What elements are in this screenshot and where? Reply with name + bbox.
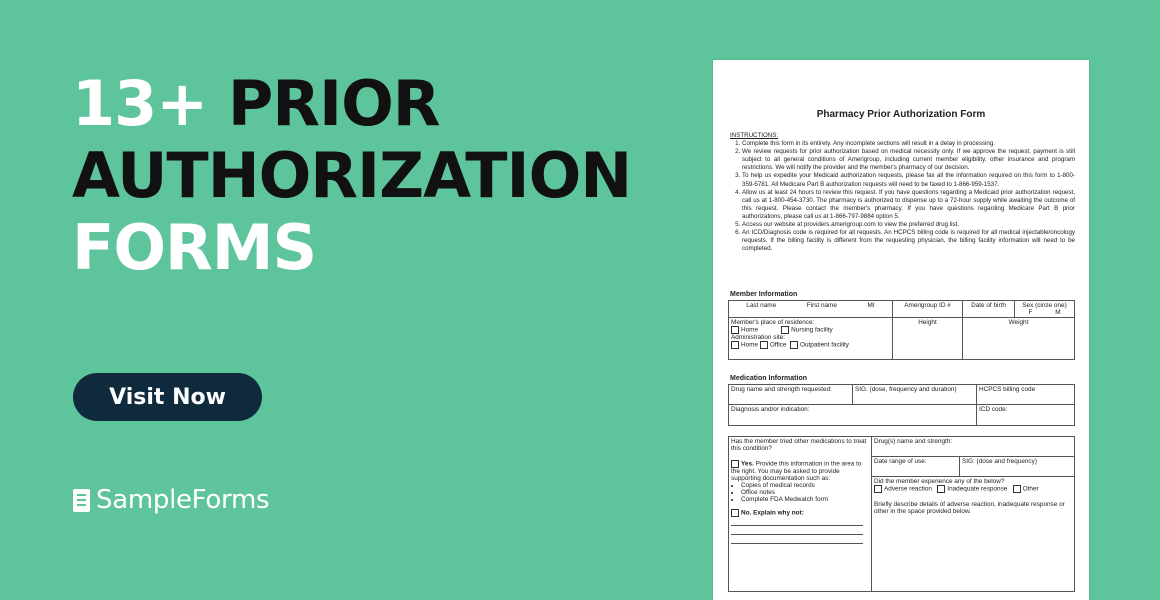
- residence-cell: [729, 318, 893, 360]
- instructions: [730, 132, 1075, 253]
- describe-instructions: Briefly describe details of adverse reaction, inadequate response or other in the space provided below.: [874, 501, 1065, 515]
- sex-cell: [1015, 301, 1075, 318]
- residence-label: Member's place of residence:: [731, 319, 815, 326]
- no-checkbox[interactable]: [731, 509, 739, 517]
- form-preview: [713, 60, 1089, 600]
- headline-line-1: [72, 68, 712, 140]
- explain-line[interactable]: [731, 517, 863, 526]
- documentation-item: • Office notes: [741, 489, 869, 496]
- outpatient-checkbox[interactable]: [790, 341, 798, 349]
- outpatient-label: Outpatient facility: [799, 341, 850, 349]
- instruction-item: 6. An ICD/Diagnosis code is required for all requests. An HCPCS billing code is required for all medical injectable/oncology requests. If the billing facility is different from the requesting physician, the billing facility information will need to be completed.: [742, 229, 1075, 253]
- hcpcs-label: HCPCS billing code: [977, 385, 1075, 405]
- date-range-label: Date range of use:: [872, 457, 960, 477]
- medication-history-table: [728, 436, 1075, 592]
- history-question: Has the member tried other medications to treat this condition?: [731, 438, 867, 452]
- office-label: Office: [769, 341, 787, 349]
- headline-line-3: FORMS: [72, 211, 317, 284]
- admin-site-label: Administration site:: [731, 334, 785, 341]
- height-label: Height: [893, 318, 963, 360]
- weight-label: Weight: [963, 318, 1075, 360]
- documentation-list: [731, 482, 869, 503]
- other-checkbox[interactable]: [1013, 485, 1021, 493]
- history-left-cell: [729, 437, 872, 592]
- nursing-checkbox[interactable]: [781, 326, 789, 334]
- history-sig-label: SIG: (dose and frequency): [960, 457, 1075, 477]
- admin-home-checkbox[interactable]: [731, 341, 739, 349]
- medication-info-heading: Medication Information: [730, 375, 807, 382]
- sex-f-option[interactable]: F: [1028, 309, 1033, 316]
- other-label: Other: [1022, 485, 1039, 493]
- adverse-label: Adverse reaction: [884, 485, 932, 493]
- sex-m-option[interactable]: M: [1055, 309, 1061, 316]
- instruction-item: 5. Access our website at providers.amerigroup.com to view the preferred drug list.: [742, 221, 1075, 229]
- headline-prior: PRIOR: [227, 67, 440, 140]
- headline-line-2: AUTHORIZATION: [72, 139, 632, 212]
- member-info-heading: Member Information: [730, 291, 798, 298]
- experience-question: Did the member experience any of the below?: [874, 478, 1005, 485]
- instruction-item: 4. Allow us at least 24 hours to review this request. If you have questions regarding a Medicaid prior authorization request, call us at 1-800-454-3730. The pharmacy is authorized to dispense up to a 72-hour supply while awaiting the outcome of this request. Please contact the member's pharmacy. If you have questions regarding Medicare Part B prior authorizations, please call us at 1-866-797-9884 option 5.: [742, 189, 1075, 221]
- sex-label: Sex (circle one): [1022, 302, 1067, 309]
- nursing-label: Nursing facility: [791, 326, 833, 334]
- medication-info-table: [728, 384, 1075, 426]
- experience-cell: [872, 477, 1075, 592]
- form-title: Pharmacy Prior Authorization Form: [816, 109, 986, 120]
- documentation-item: • Copies of medical records: [741, 482, 869, 489]
- first-name-label: First name: [806, 302, 837, 309]
- brand-logo[interactable]: [73, 485, 269, 515]
- last-name-label: Last name: [746, 302, 777, 309]
- headline-count: 13+: [72, 67, 208, 140]
- instructions-list: [730, 140, 1075, 253]
- explain-line[interactable]: [731, 535, 863, 544]
- documentation-item: • Complete FDA Medwatch form: [741, 496, 869, 503]
- visit-now-button[interactable]: Visit Now: [73, 373, 262, 421]
- drug-strength-label: Drug(s) name and strength:: [872, 437, 1075, 457]
- adverse-checkbox[interactable]: [874, 485, 882, 493]
- dob-label: Date of birth: [963, 301, 1015, 318]
- member-name-cell: [729, 301, 893, 318]
- member-id-label: Amerigroup ID #: [893, 301, 963, 318]
- document-icon: [73, 489, 90, 512]
- no-label: No. Explain why not:: [741, 509, 804, 517]
- brand-name: SampleForms: [96, 485, 270, 515]
- admin-home-label: Home: [741, 341, 759, 349]
- instructions-heading: INSTRUCTIONS:: [730, 132, 779, 139]
- instruction-item: 3. To help us expedite your Medicaid authorization requests, please fax all the information required on this form to 1-800-359-5781. All Medicare Part B authorization requests will need to be faxed to 1-866-959-1537.: [742, 172, 1075, 188]
- inadequate-label: Inadequate response: [947, 485, 1008, 493]
- office-checkbox[interactable]: [760, 341, 768, 349]
- explain-line[interactable]: [731, 526, 863, 535]
- home-checkbox[interactable]: [731, 326, 739, 334]
- instruction-item: 2. We review requests for prior authorization based on medical necessity only. If we approve the request, payment is still subject to all general conditions of Amerigroup, including current member eligibility, other insurance and program restrictions. We will notify the provider and the member's pharmacy of our decision.: [742, 148, 1075, 172]
- yes-checkbox[interactable]: [731, 460, 739, 468]
- headline: [72, 68, 712, 284]
- mi-label: MI: [867, 302, 875, 309]
- sig-label: SIG: (dose, frequency and duration): [853, 385, 977, 405]
- home-label: Home: [741, 326, 759, 334]
- diagnosis-label: Diagnosis and/or indication:: [729, 405, 977, 426]
- drug-label: Drug name and strength requested:: [729, 385, 853, 405]
- instruction-item: 1. Complete this form in its entirety. Any incomplete sections will result in a delay in processing.: [742, 140, 1075, 148]
- yes-label: Yes.: [741, 460, 754, 468]
- icd-label: ICD code:: [977, 405, 1075, 426]
- inadequate-checkbox[interactable]: [937, 485, 945, 493]
- yes-text: Provide this information in the area to the right. You may be asked to provide supporting documentation such as:: [731, 460, 862, 482]
- member-info-table: [728, 300, 1075, 360]
